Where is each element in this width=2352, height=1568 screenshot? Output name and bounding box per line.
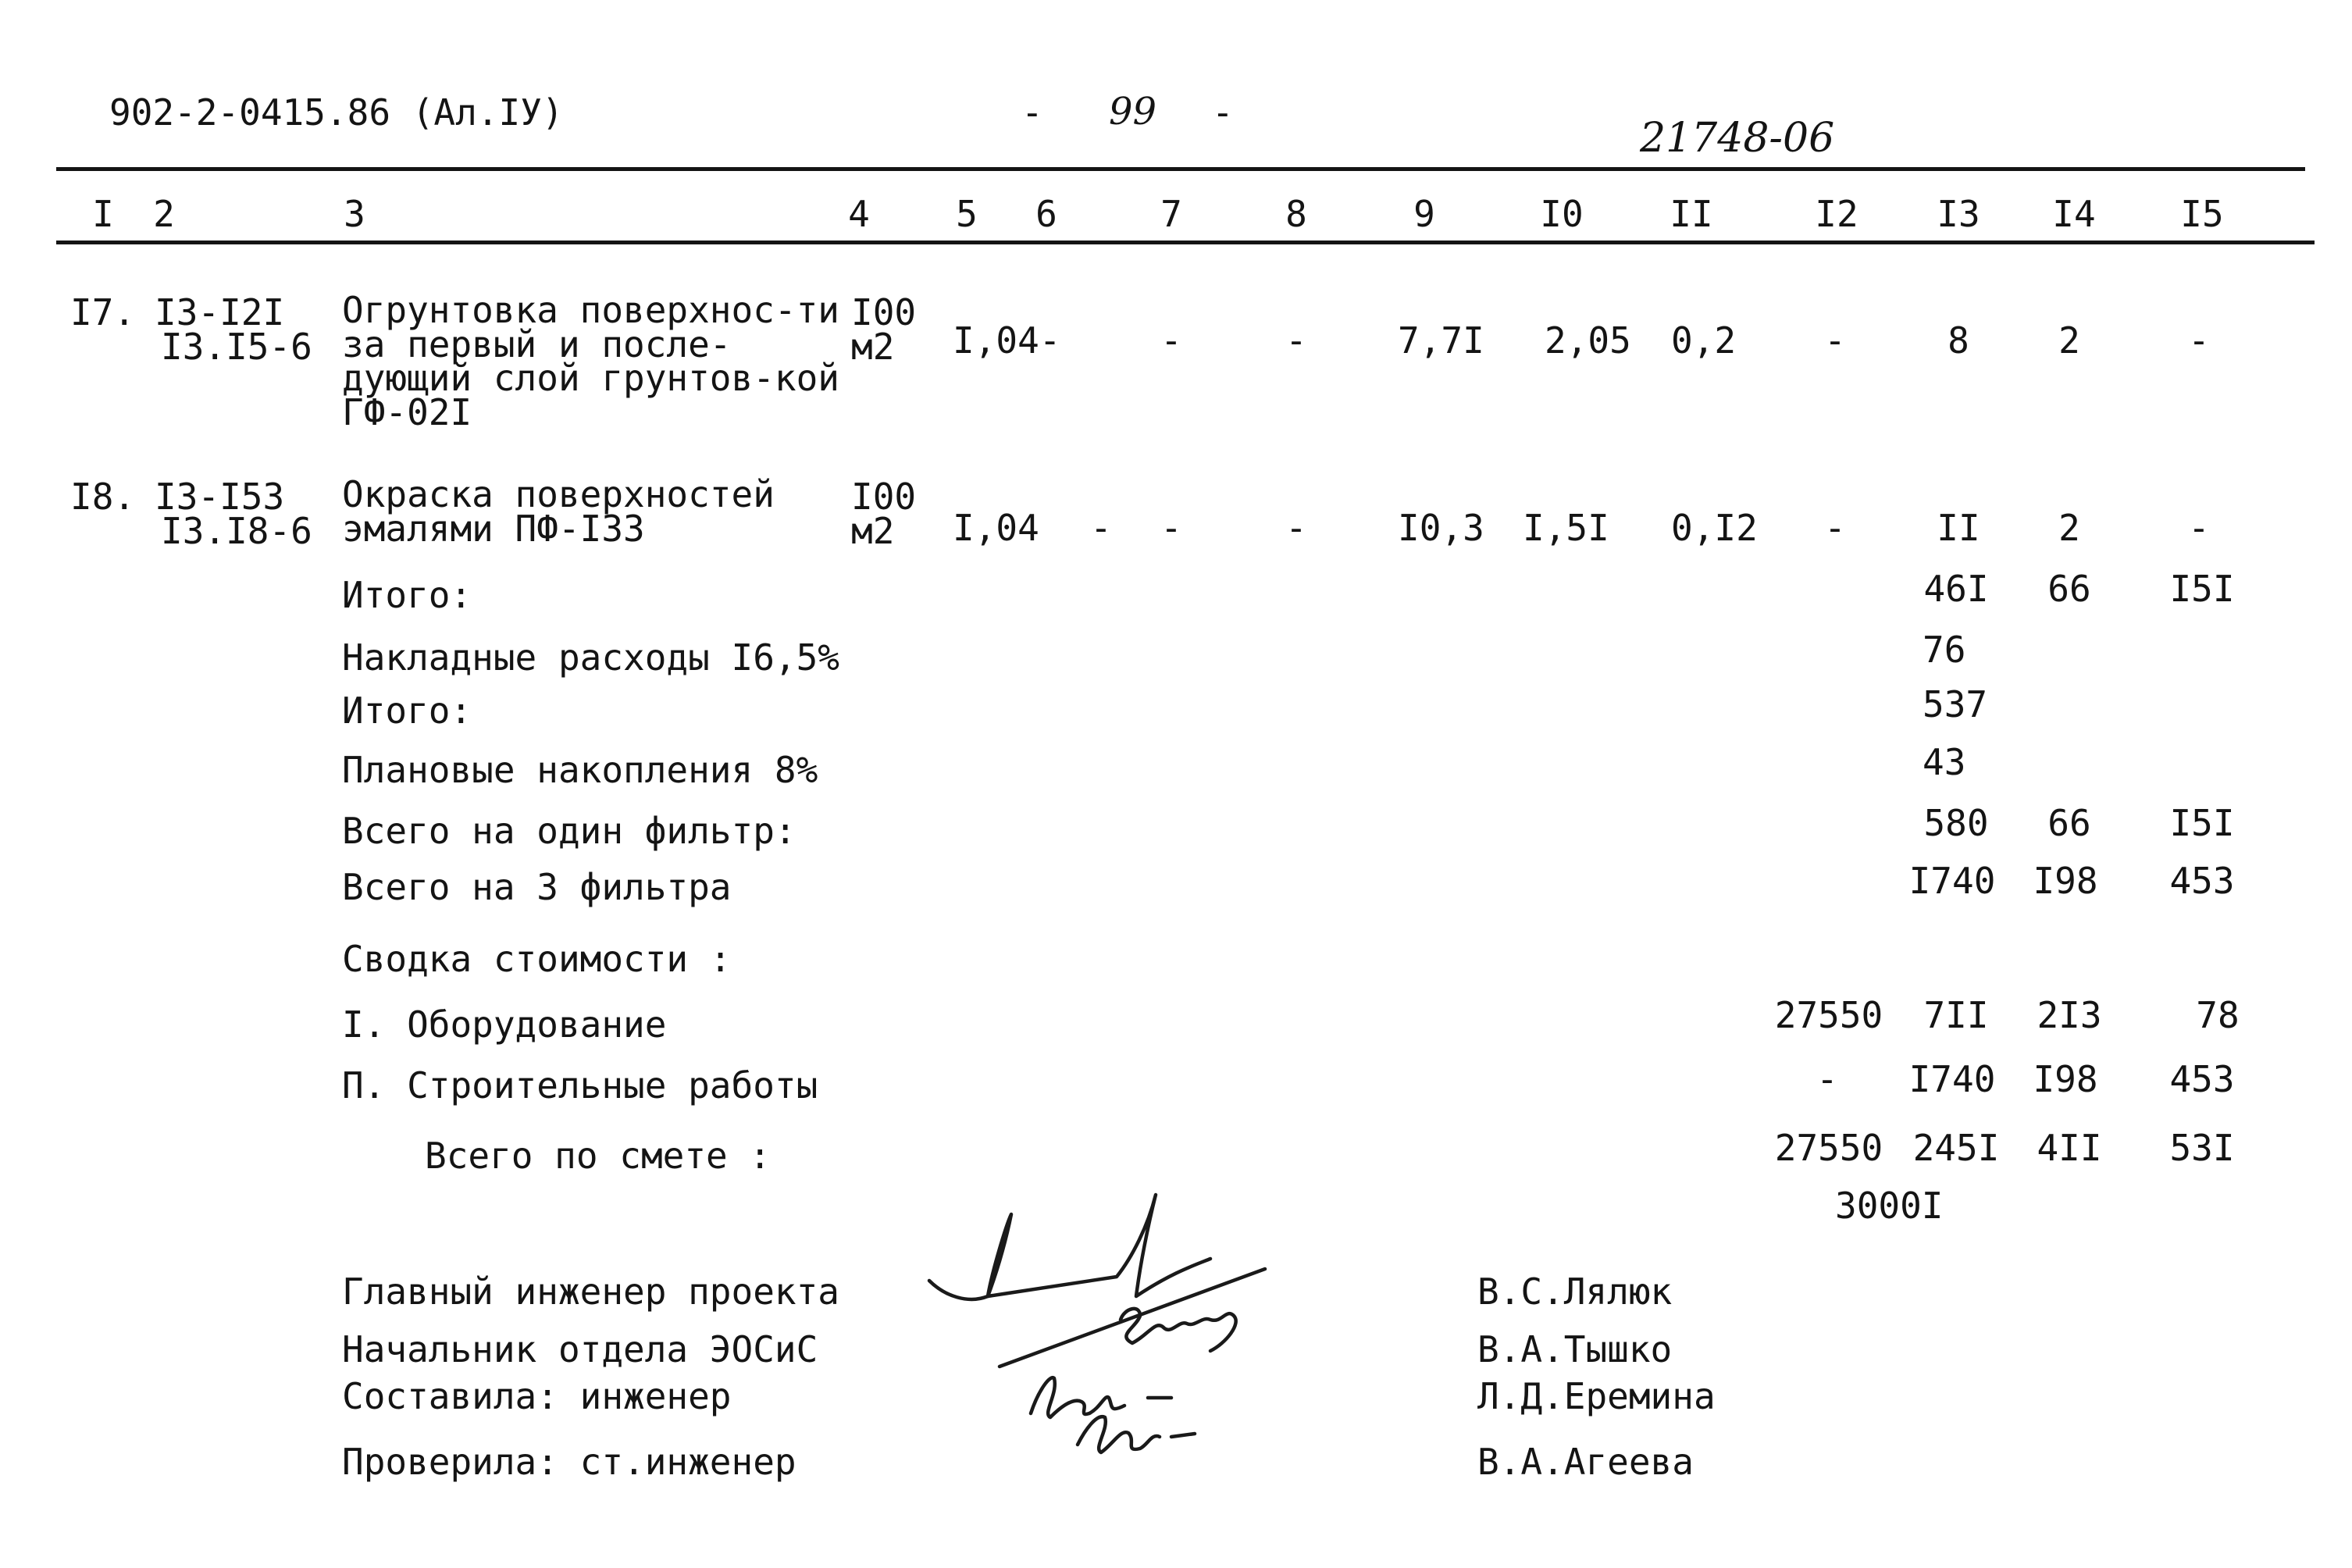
cell-col-7: - <box>1160 507 1182 549</box>
cell-col-12: - <box>1824 507 1846 549</box>
col-number-13: I3 <box>1937 193 1980 235</box>
summary-col-12: 27550 <box>1774 1127 1883 1169</box>
summary-col-14: 4II <box>2037 1127 2102 1169</box>
summary-col-15: 453 <box>2169 1058 2235 1100</box>
summary-col-14: 66 <box>2047 802 2091 844</box>
cell-col-13: 8 <box>1948 319 1969 362</box>
col-number-1: I <box>92 193 114 235</box>
row-description: Огрунтовка поверхнос-ти за первый и после-дующий слой грунтов-кой ГФ-02I <box>342 289 839 434</box>
cell-col-12: - <box>1824 319 1846 362</box>
signature-stroke-5 <box>1031 1377 1124 1417</box>
row-description: Окраска поверхностей эмалями ПФ-I33 <box>342 473 775 550</box>
col-number-7: 7 <box>1160 193 1182 235</box>
header-top-rule <box>56 167 2305 171</box>
row-number: I8. <box>70 476 136 518</box>
row-unit-secondary: м2 <box>851 326 895 368</box>
cell-col-6: - <box>1090 507 1112 549</box>
cell-col-10: 2,05 <box>1545 319 1631 362</box>
cell-col-10: I,5I <box>1523 507 1609 549</box>
row-unit: I00 <box>851 291 917 333</box>
summary-col-13: 537 <box>1923 683 1988 725</box>
summary-col-13: I740 <box>1908 1058 1996 1100</box>
summary-col-13: I740 <box>1908 860 1996 902</box>
cell-col-11: 0,I2 <box>1671 507 1758 549</box>
summary-col-15: 53I <box>2169 1127 2235 1169</box>
cell-col-14: 2 <box>2058 319 2080 362</box>
col-number-14: I4 <box>2052 193 2096 235</box>
summary-label: Накладные расходы I6,5% <box>342 636 839 679</box>
cell-col-11: 0,2 <box>1671 319 1737 362</box>
row-code-secondary: I3.I8-6 <box>161 510 312 552</box>
signature-stroke-3 <box>1000 1269 1265 1367</box>
signature-name: В.А.Тышко <box>1477 1328 1673 1370</box>
summary-label: Плановые накопления 8% <box>342 749 818 791</box>
summary-col-12: 27550 <box>1774 994 1883 1036</box>
row-code: I3-I2I <box>155 291 285 333</box>
summary-col-13: 580 <box>1923 802 1989 844</box>
col-number-3: 3 <box>344 193 365 235</box>
signature-role: Начальник отдела ЭОСиС <box>342 1328 818 1370</box>
signature-name: Л.Д.Еремина <box>1477 1375 1716 1417</box>
cell-col-8: - <box>1285 319 1307 362</box>
col-number-15: I5 <box>2180 193 2224 235</box>
summary-label: Всего на один фильтр: <box>342 810 796 852</box>
col-number-9: 9 <box>1413 193 1435 235</box>
col-number-10: I0 <box>1540 193 1584 235</box>
col-number-2: 2 <box>153 193 175 235</box>
grand-total: 3000I <box>1835 1185 1944 1227</box>
row-code: I3-I53 <box>155 476 285 518</box>
signature-role: Проверила: ст.инженер <box>342 1441 796 1483</box>
cell-col-5: I,04- <box>953 319 1061 362</box>
summary-col-14: 66 <box>2047 568 2091 610</box>
col-number-12: I2 <box>1815 193 1858 235</box>
page-number: 99 <box>1109 90 1157 134</box>
col-number-8: 8 <box>1285 193 1307 235</box>
col-number-6: 6 <box>1035 193 1057 235</box>
row-unit-secondary: м2 <box>851 510 895 552</box>
signature-role: Составила: инженер <box>342 1375 732 1417</box>
cell-col-15: - <box>2188 507 2210 549</box>
summary-col-14: 2I3 <box>2037 994 2102 1036</box>
summary-label: Всего на 3 фильтра <box>342 866 732 908</box>
summary-col-14: I98 <box>2033 860 2098 902</box>
summary-col-15: I5I <box>2169 802 2235 844</box>
col-number-5: 5 <box>956 193 978 235</box>
summary-col-15: I5I <box>2169 568 2235 610</box>
cell-col-15: - <box>2188 319 2210 362</box>
signature-name: В.А.Агеева <box>1477 1441 1694 1483</box>
row-number: I7. <box>70 291 136 333</box>
cell-col-14: 2 <box>2058 507 2080 549</box>
summary-col-15: 453 <box>2169 860 2235 902</box>
handwritten-document-number: 21748-06 <box>1640 115 1835 162</box>
summary-col-13: 46I <box>1923 568 1989 610</box>
page-number-dash-right: - <box>1212 91 1234 134</box>
cell-col-5: I,04 <box>953 507 1039 549</box>
signature-stroke-2 <box>988 1195 1210 1296</box>
summary-col-13: 7II <box>1923 994 1989 1036</box>
summary-label: П. Строительные работы <box>342 1064 818 1107</box>
handwritten-signatures <box>914 1179 1382 1476</box>
summary-col-13: 43 <box>1923 741 1966 783</box>
signature-role: Главный инженер проекта <box>342 1270 839 1313</box>
page-number-dash-left: - <box>1021 91 1043 134</box>
row-code-secondary: I3.I5-6 <box>161 326 312 368</box>
summary-label: Всего по смете : <box>425 1135 772 1177</box>
header-bottom-rule <box>56 241 2315 244</box>
summary-label: Итого: <box>342 574 472 616</box>
summary-col-15: 78 <box>2196 994 2240 1036</box>
row-unit: I00 <box>851 476 917 518</box>
summary-label: Сводка стоимости : <box>342 938 732 980</box>
cell-col-13: II <box>1937 507 1980 549</box>
summary-col-13: 245I <box>1912 1127 2000 1169</box>
summary-col-12: - <box>1816 1058 1838 1100</box>
summary-col-13: 76 <box>1923 629 1966 671</box>
summary-col-14: I98 <box>2033 1058 2098 1100</box>
cell-col-9: I0,3 <box>1398 507 1484 549</box>
signature-name: В.С.Лялюк <box>1477 1270 1673 1313</box>
cell-col-7: - <box>1160 319 1182 362</box>
cell-col-9: 7,7I <box>1398 319 1484 362</box>
signature-stroke-7 <box>1078 1417 1160 1452</box>
summary-label: I. Оборудование <box>342 1003 667 1046</box>
document-code: 902-2-0415.86 (Ал.IУ) <box>109 91 564 134</box>
summary-label: Итого: <box>342 690 472 732</box>
col-number-4: 4 <box>848 193 870 235</box>
signature-stroke-1 <box>929 1214 1011 1299</box>
signature-stroke-8 <box>1171 1434 1195 1437</box>
col-number-11: II <box>1670 193 1713 235</box>
cell-col-8: - <box>1285 507 1307 549</box>
